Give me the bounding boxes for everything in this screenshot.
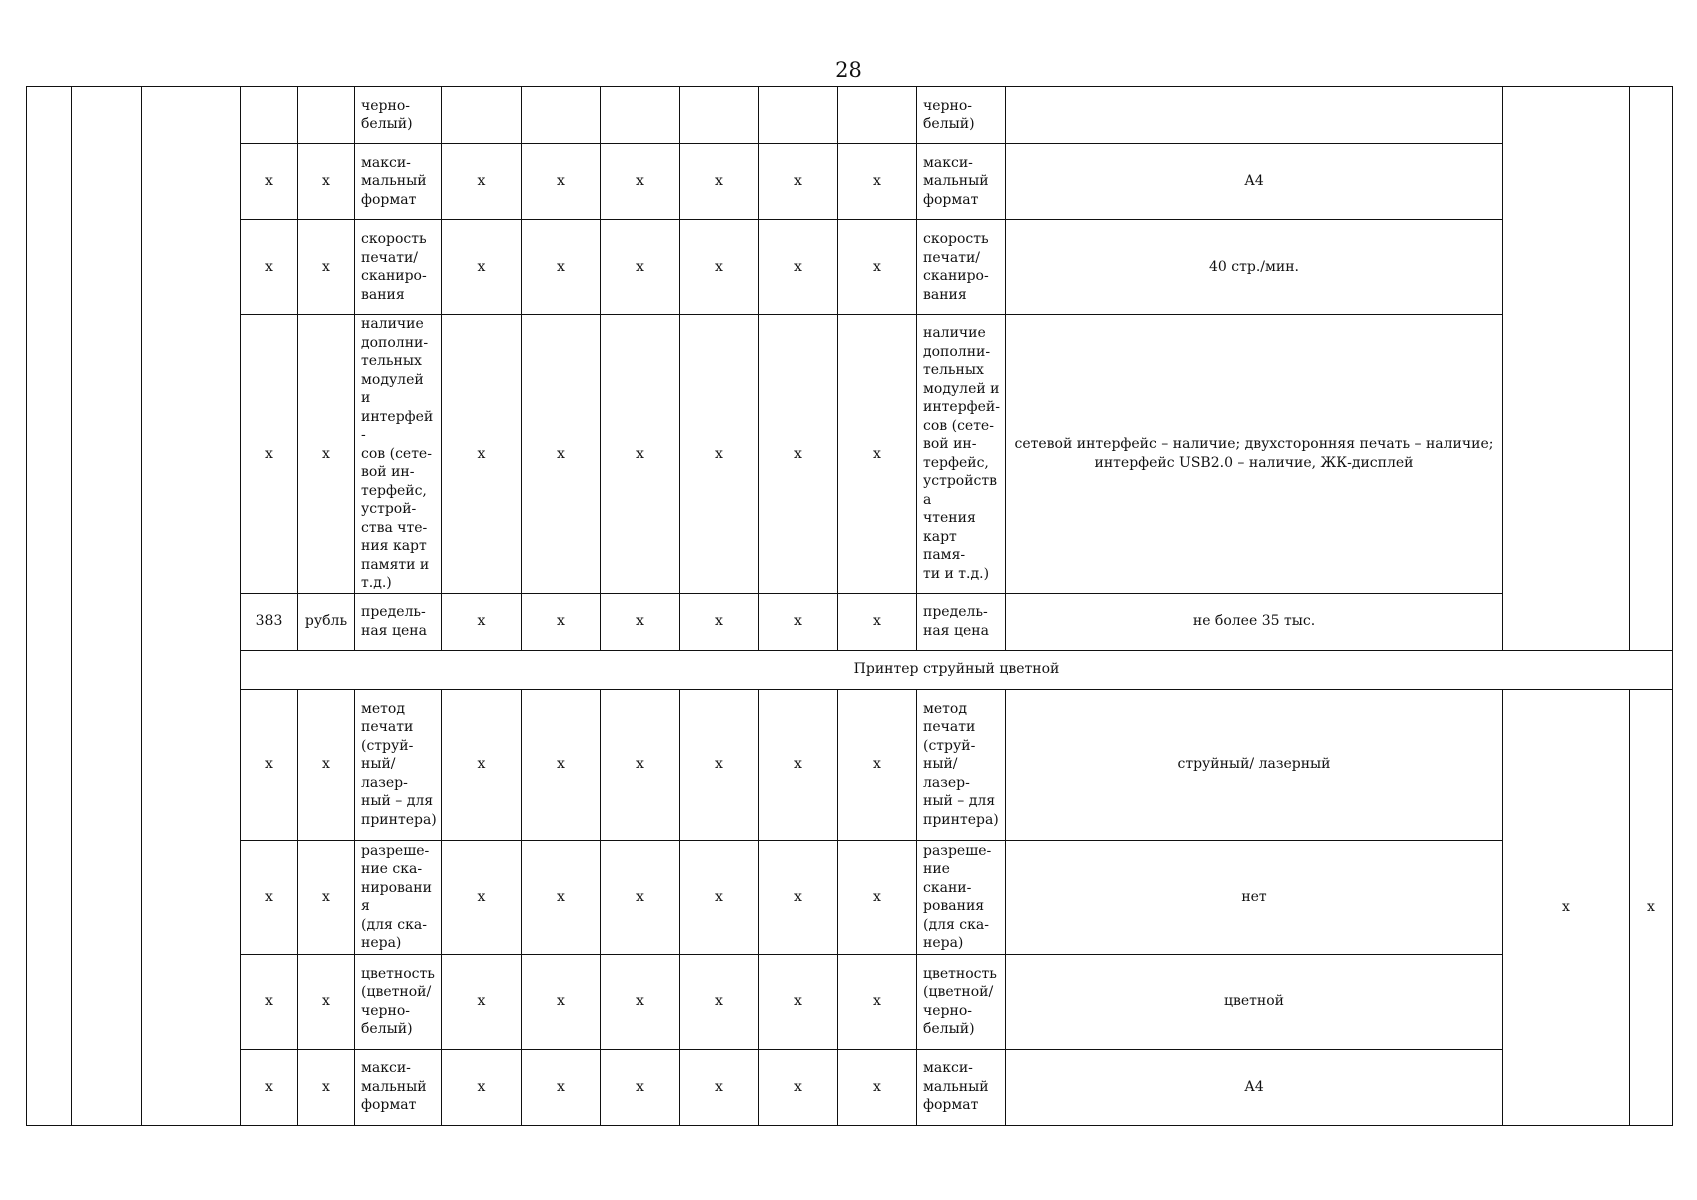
value-cell: x <box>759 689 838 840</box>
unit-cell: x <box>298 840 355 954</box>
value-cell: x <box>680 220 759 315</box>
characteristic-cell-2: предель- ная цена <box>917 593 1006 650</box>
requirement-value-cell: 40 стр./мин. <box>1006 220 1503 315</box>
value-cell: x <box>601 220 680 315</box>
value-cell: x <box>442 315 522 594</box>
value-cell: x <box>759 315 838 594</box>
value-cell: x <box>759 1049 838 1125</box>
value-cell: x <box>838 220 917 315</box>
empty-cell <box>1503 87 1630 651</box>
table-row <box>27 144 1673 220</box>
code-cell <box>241 87 298 144</box>
unit-cell: x <box>298 689 355 840</box>
value-cell: x <box>601 840 680 954</box>
table-row <box>27 840 1673 954</box>
unit-cell: x <box>298 954 355 1049</box>
table-row <box>27 87 1673 144</box>
value-cell: x <box>838 689 917 840</box>
value-cell: x <box>442 954 522 1049</box>
characteristic-cell: наличие дополни- тельных модулей и интерфей- сов (сете- вой ин- терфейс, устрой- ства чте- ния карт памяти и т.д.) <box>355 315 442 594</box>
characteristic-cell: предель- ная цена <box>355 593 442 650</box>
empty-cell <box>72 87 142 1126</box>
value-cell: x <box>759 593 838 650</box>
page-number: 28 <box>835 58 862 82</box>
requirement-value-cell: цветной <box>1006 954 1503 1049</box>
value-cell: x <box>522 1049 601 1125</box>
value-cell: x <box>759 840 838 954</box>
table-row <box>27 1049 1673 1125</box>
value-cell: x <box>838 954 917 1049</box>
value-cell: x <box>442 220 522 315</box>
requirement-value-cell: не более 35 тыс. <box>1006 593 1503 650</box>
value-cell: x <box>601 144 680 220</box>
value-cell <box>759 87 838 144</box>
unit-cell: x <box>298 1049 355 1125</box>
code-cell: x <box>241 954 298 1049</box>
value-cell: x <box>442 1049 522 1125</box>
value-cell: x <box>522 689 601 840</box>
unit-cell: x <box>298 220 355 315</box>
characteristic-cell: скорость печати/ сканиро- вания <box>355 220 442 315</box>
value-cell: x <box>759 954 838 1049</box>
characteristic-cell: метод печати (струй- ный/ лазер- ный – для принтера) <box>355 689 442 840</box>
requirement-value-cell: А4 <box>1006 1049 1503 1125</box>
empty-cell <box>1630 87 1673 651</box>
value-cell: x <box>759 220 838 315</box>
value-cell: x <box>680 144 759 220</box>
value-cell: x <box>522 144 601 220</box>
section-row <box>27 650 1673 689</box>
empty-cell <box>27 87 72 1126</box>
value-cell: x <box>838 144 917 220</box>
value-cell: x <box>522 220 601 315</box>
characteristic-cell-2: скорость печати/ сканиро- вания <box>917 220 1006 315</box>
table-row <box>27 954 1673 1049</box>
characteristic-cell-2: цветность (цветной/ черно- белый) <box>917 954 1006 1049</box>
value-cell <box>601 87 680 144</box>
value-cell: x <box>601 315 680 594</box>
characteristic-cell-2: метод печати (струй- ный/ лазер- ный – для принтера) <box>917 689 1006 840</box>
code-cell: x <box>241 315 298 594</box>
value-cell <box>838 87 917 144</box>
value-cell: x <box>442 593 522 650</box>
code-cell: x <box>241 220 298 315</box>
value-cell: x <box>838 840 917 954</box>
requirements-table <box>26 86 1673 1126</box>
value-cell <box>522 87 601 144</box>
requirement-value-cell: А4 <box>1006 144 1503 220</box>
value-cell: x <box>680 954 759 1049</box>
value-cell: x <box>442 144 522 220</box>
requirement-value-cell: струйный/ лазерный <box>1006 689 1503 840</box>
characteristic-cell-2: макси- мальный формат <box>917 1049 1006 1125</box>
value-cell: x <box>522 315 601 594</box>
value-cell: x <box>680 689 759 840</box>
code-cell: x <box>241 1049 298 1125</box>
characteristic-cell: макси- мальный формат <box>355 144 442 220</box>
value-cell: x <box>759 144 838 220</box>
value-cell: x <box>680 315 759 594</box>
unit-cell: рубль <box>298 593 355 650</box>
unit-cell: x <box>298 144 355 220</box>
value-cell <box>442 87 522 144</box>
merged-value-cell: x <box>1630 689 1673 1125</box>
value-cell: x <box>442 840 522 954</box>
value-cell: x <box>838 315 917 594</box>
characteristic-cell-2: разреше- ние скани- рования (для ска- нера) <box>917 840 1006 954</box>
code-cell: 383 <box>241 593 298 650</box>
code-cell: x <box>241 144 298 220</box>
empty-cell <box>142 87 241 1126</box>
value-cell: x <box>838 593 917 650</box>
characteristic-cell-2: черно- белый) <box>917 87 1006 144</box>
requirement-value-cell: нет <box>1006 840 1503 954</box>
unit-cell <box>298 87 355 144</box>
value-cell: x <box>680 840 759 954</box>
characteristic-cell: черно- белый) <box>355 87 442 144</box>
value-cell: x <box>601 593 680 650</box>
characteristic-cell-2: наличие дополни- тельных модулей и интерфей- сов (сете- вой ин- терфейс, устройства чтения карт памя- ти и т.д.) <box>917 315 1006 594</box>
value-cell: x <box>601 954 680 1049</box>
requirement-value-cell <box>1006 87 1503 144</box>
table-row <box>27 220 1673 315</box>
value-cell <box>680 87 759 144</box>
value-cell: x <box>442 689 522 840</box>
characteristic-cell: цветность (цветной/ черно- белый) <box>355 954 442 1049</box>
value-cell: x <box>680 593 759 650</box>
characteristic-cell: макси- мальный формат <box>355 1049 442 1125</box>
value-cell: x <box>601 1049 680 1125</box>
value-cell: x <box>601 689 680 840</box>
section-title: Принтер струйный цветной <box>241 650 1673 689</box>
merged-value-cell: x <box>1503 689 1630 1125</box>
value-cell: x <box>522 954 601 1049</box>
table-row <box>27 689 1673 840</box>
value-cell: x <box>680 1049 759 1125</box>
table-row <box>27 315 1673 594</box>
value-cell: x <box>838 1049 917 1125</box>
code-cell: x <box>241 840 298 954</box>
value-cell: x <box>522 593 601 650</box>
requirement-value-cell: сетевой интерфейс – наличие; двухсторонняя печать – наличие; интерфейс USB2.0 – наличие, ЖК-дисплей <box>1006 315 1503 594</box>
characteristic-cell-2: макси- мальный формат <box>917 144 1006 220</box>
unit-cell: x <box>298 315 355 594</box>
table-row <box>27 593 1673 650</box>
characteristic-cell: разреше- ние ска- нирования (для ска- нера) <box>355 840 442 954</box>
code-cell: x <box>241 689 298 840</box>
value-cell: x <box>522 840 601 954</box>
